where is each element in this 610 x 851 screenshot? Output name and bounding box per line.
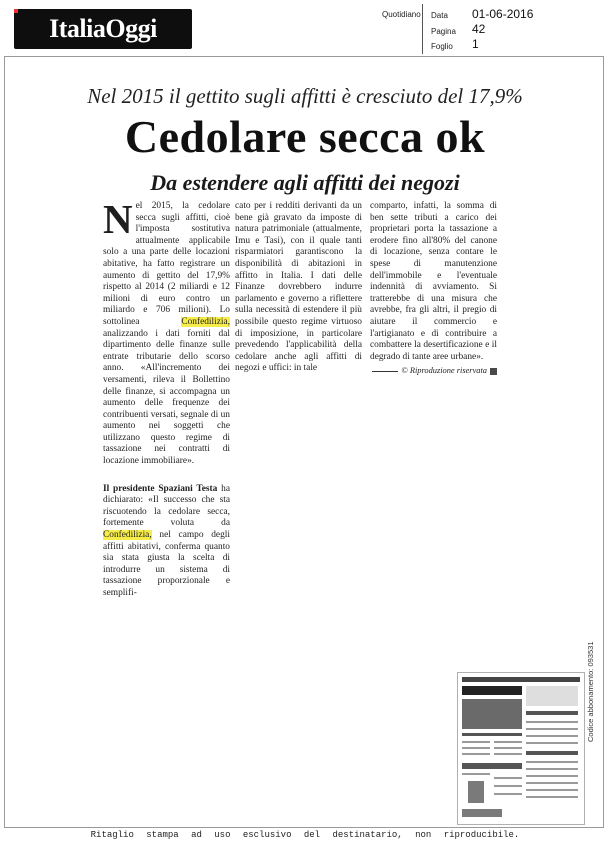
paragraph: comparto, infatti, la somma di ben sette tributi a carico dei proprietari porta la tassazione a erodere fino all'80% del canone di locazione, senza contare le spese di manutenzione dell'immobile e l'eventuale indennità di avviamento. Si tratterebbe di una misura che avrebbe, fra gli altri, il pregio di aiutare il commercio e l'artigianato e di contribuire a combattere la desertificazione e il degrado di tante aree urbane». bbox=[370, 201, 497, 362]
credit-line bbox=[370, 365, 497, 378]
paragraph: cato per i redditi derivanti da un bene già gravato da imposte di natura patrimoniale (attualmente, Imu e Tasi), con il quale tanti risparmiatori garantiscono la disponibilità di abitazioni in affitto in Italia. I dati delle Finanze dovrebbero indurre parlamento e governo a riflettere sulla necessità di estendere il più possibile questo regime virtuoso di imposizione, in particolare prevedendo l'applicabilità della cedolare anche agli affitti di negozi e uffici: in tale bbox=[235, 201, 362, 374]
article-headline: Cedolare secca ok bbox=[124, 111, 486, 162]
newspaper-logo: ItaliaOggi bbox=[14, 9, 192, 49]
section-label: Quotidiano bbox=[382, 10, 421, 19]
paragraph bbox=[103, 484, 230, 600]
text-run: nel campo degli affitti abitativi, conferma quanto sia stata giusta la scelta di introdurre un sistema di tassazione proporzionale e semplifi- bbox=[103, 530, 230, 598]
article-column-1 bbox=[103, 196, 230, 600]
article-column-2 bbox=[235, 201, 362, 375]
date-label: Data bbox=[431, 11, 448, 20]
logo-accent bbox=[14, 9, 18, 13]
sheet-value: 1 bbox=[472, 37, 479, 51]
end-mark-icon bbox=[490, 368, 497, 375]
page-value: 42 bbox=[472, 22, 486, 36]
date-value: 01-06-2016 bbox=[472, 7, 534, 21]
page-label: Pagina bbox=[431, 27, 456, 36]
highlighted-term: Confedilizia, bbox=[181, 316, 230, 327]
footer-disclaimer: Ritaglio stampa ad uso esclusivo del destinatario, non riproducibile. bbox=[90, 830, 520, 840]
credit-rule bbox=[372, 371, 398, 372]
article-subhead: Da estendere agli affitti dei negozi bbox=[150, 170, 460, 195]
sheet-label: Foglio bbox=[431, 42, 453, 51]
copyright-notice: © Riproduzione riservata bbox=[401, 366, 487, 376]
header-divider bbox=[422, 4, 423, 54]
article-column-3 bbox=[370, 201, 497, 378]
subscription-code: Codice abbonamento: 093531 bbox=[586, 641, 595, 742]
paragraph bbox=[103, 196, 230, 468]
highlighted-term: Confedilizia, bbox=[103, 530, 152, 541]
drop-cap: N bbox=[103, 196, 133, 242]
text-run: el 2015, la cedolare secca sugli affitti, cioè l'imposta sostitutiva attualmente applicabile solo a una parte delle locazioni abitative, ha fatto registrare un aumento di gettito del 17,9% rispetto al 2014 (2 miliardi e 12 milioni di euro contro un miliardo e 706 milioni). Lo sottolinea bbox=[103, 201, 230, 327]
page-thumbnail[interactable] bbox=[457, 672, 585, 825]
article-kicker: Nel 2015 il gettito sugli affitti è cresciuto del 17,9% bbox=[87, 84, 523, 108]
text-run: analizzando i dati forniti dal dipartimento delle finanze sulle entrate tributarie dello scorso anno. «All'incremento dei versamenti, rileva il Bollettino delle finanze, si accompagna un aumento delle frequenze dei contribuenti versati, segnale di un aumento nei soggetti che utilizzano questo regime di tassazione nei contratti di locazione immobiliare». bbox=[103, 328, 230, 467]
bold-lead: Il presidente Spaziani Testa bbox=[103, 483, 218, 494]
text-run: ha dichiarato: «Il successo che sta riscuotendo la cedolare secca, fortemente voluta da bbox=[103, 483, 230, 529]
